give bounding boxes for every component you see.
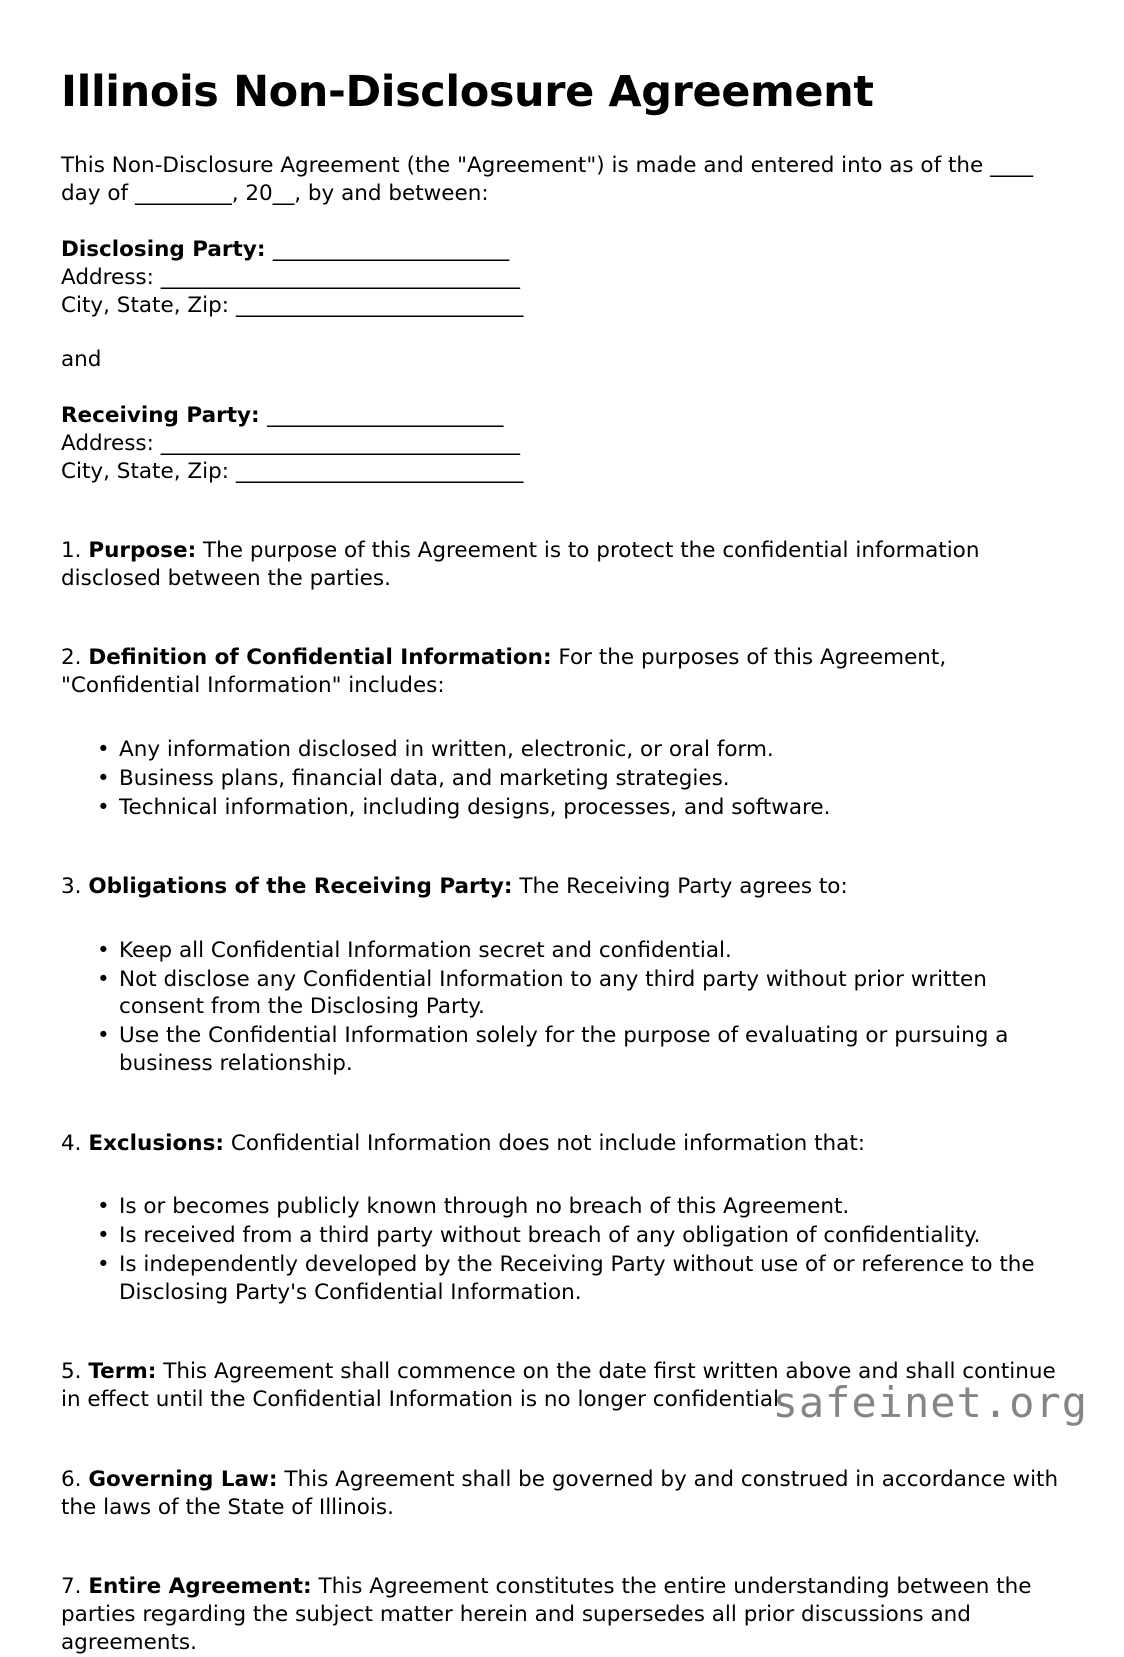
clause-bullet-list	[61, 722, 1059, 822]
list-item: • Not disclose any Confidential Information to any third party without prior written consent from the Disclosing Party.	[61, 966, 1059, 1022]
disclosing-party-city-label: City, State, Zip:	[61, 292, 236, 318]
clause-heading: Governing Law:	[88, 1466, 278, 1492]
receiving-party-name-blank[interactable]: _______________________	[267, 402, 503, 428]
clause-paragraph	[61, 1436, 1059, 1522]
receiving-party-address-line	[61, 430, 1063, 458]
clause-number: 2.	[61, 645, 89, 671]
clause-body: This Agreement constitutes the entire understanding between the parties regarding the subject matter herein and supersedes all prior discussions and agreements.	[61, 1574, 1032, 1656]
receiving-party-city-line	[61, 458, 1063, 486]
clause-number: 4.	[61, 1130, 89, 1156]
clause-number: 1.	[61, 538, 89, 564]
clause-number: 6.	[61, 1466, 89, 1492]
clause-body: Confidential Information does not include information that:	[223, 1130, 865, 1156]
clauses-container	[61, 507, 1063, 1657]
clause-number: 5.	[61, 1359, 89, 1385]
disclosing-party-label: Disclosing Party:	[61, 237, 273, 263]
disclosing-party-name-blank[interactable]: _______________________	[272, 237, 509, 263]
list-item: • Is independently developed by the Receiving Party without use of or reference to the Disclosing Party's Confidential Information.	[61, 1251, 1059, 1307]
list-item: • Is received from a third party without breach of any obligation of confidentiality.	[61, 1222, 1059, 1250]
list-item: • Use the Confidential Information solely for the purpose of evaluating or pursuing a business relationship.	[61, 1022, 1059, 1078]
clause-heading: Term:	[88, 1359, 157, 1385]
receiving-party-city-blank[interactable]: ____________________________	[235, 458, 523, 484]
list-item: • Keep all Confidential Information secret and confidential.	[61, 937, 1059, 965]
clause-paragraph	[61, 614, 1059, 700]
list-item: • Any information disclosed in written, electronic, or oral form.	[61, 736, 1059, 764]
clause-body: The Receiving Party agrees to:	[512, 874, 848, 900]
clause-paragraph	[61, 507, 1059, 593]
clause-heading: Entire Agreement:	[88, 1574, 312, 1600]
receiving-party-address-label: Address:	[61, 430, 161, 456]
disclosing-party-address-line	[61, 264, 1063, 292]
receiving-party-label: Receiving Party:	[61, 402, 268, 428]
disclosing-party-address-label: Address:	[61, 264, 161, 290]
disclosing-party-address-blank[interactable]: ___________________________________	[160, 264, 520, 290]
list-item: • Is or becomes publicly known through no breach of this Agreement.	[61, 1193, 1059, 1221]
clause-heading: Exclusions:	[88, 1130, 224, 1156]
list-item: • Technical information, including designs, processes, and software.	[61, 794, 1059, 822]
clause-body: This Agreement shall be governed by and construed in accordance with the laws of the State of Illinois.	[61, 1466, 1059, 1520]
clause-number: 3.	[61, 874, 89, 900]
clause-number: 7.	[61, 1574, 89, 1600]
clause-heading: Obligations of the Receiving Party:	[88, 874, 513, 900]
and-connector: and	[61, 346, 102, 372]
clause-heading: Definition of Confidential Information:	[88, 645, 552, 671]
clause-bullet-list	[61, 923, 1059, 1079]
intro-paragraph: This Non-Disclosure Agreement (the "Agreement") is made and entered into as of the ____ day of _________, 20__, by and between:	[61, 153, 1034, 207]
list-item: • Business plans, financial data, and marketing strategies.	[61, 765, 1059, 793]
disclosing-party-name-line	[61, 236, 1063, 264]
receiving-party-city-label: City, State, Zip:	[61, 458, 236, 484]
receiving-party-name-line	[61, 402, 1063, 430]
clause-paragraph	[61, 843, 1059, 901]
clause-paragraph	[61, 1100, 1059, 1158]
clause-body: This Agreement shall commence on the date first written above and shall continue in effect until the Confidential Information is no longer confidential.	[61, 1359, 1056, 1413]
clause-body: For the purposes of this Agreement, "Confidential Information" includes:	[61, 645, 947, 699]
clause-heading: Purpose:	[88, 538, 197, 564]
clause-bullet-list	[61, 1179, 1059, 1307]
receiving-party-address-blank[interactable]: ___________________________________	[160, 430, 520, 456]
page-title: Illinois Non-Disclosure Agreement	[61, 67, 874, 117]
disclosing-party-block	[61, 208, 1063, 320]
receiving-party-block	[61, 374, 1063, 486]
disclosing-party-city-blank[interactable]: ____________________________	[235, 292, 523, 318]
clause-body: The purpose of this Agreement is to protect the confidential information disclosed between the parties.	[61, 538, 980, 592]
watermark: safeinet.org	[772, 1378, 1088, 1427]
disclosing-party-city-line	[61, 292, 1063, 320]
clause-paragraph	[61, 1543, 1059, 1657]
